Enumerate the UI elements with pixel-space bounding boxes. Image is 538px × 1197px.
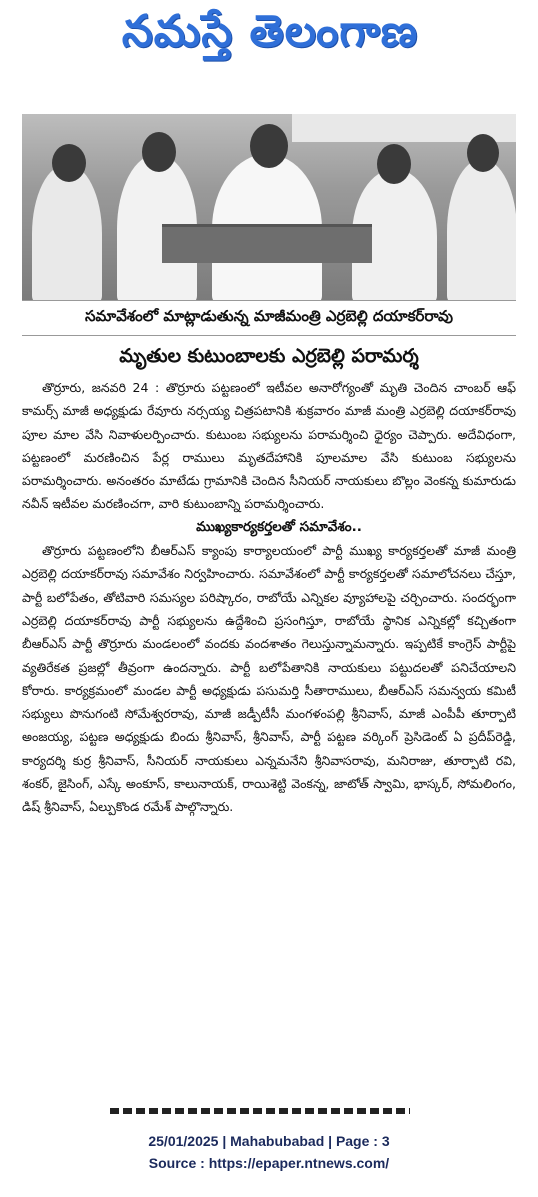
page-footer [0, 1130, 538, 1174]
photo-person-head [377, 144, 411, 184]
photo-person [32, 164, 102, 300]
article-headline: మృతుల కుటుంబాలకు ఎర్రబెల్లి పరామర్శ [119, 344, 419, 367]
news-photo [22, 114, 516, 300]
photo-table [162, 224, 372, 263]
photo-person-head [52, 144, 86, 182]
article-subheading: ముఖ్యకార్యకర్తలతో సమావేశం.. [196, 518, 362, 535]
photo-person-head [250, 124, 288, 168]
footer-source: Source : https://epaper.ntnews.com/ [148, 1155, 390, 1171]
footer-date-edition: 25/01/2025 | Mahabubabad | Page : 3 [148, 1133, 390, 1149]
article-paragraph: తొర్రూరు పట్టణంలోని బీఆర్‌ఎస్ క్యాంపు కార్యాలయంలో పార్టీ ముఖ్య కార్యకర్తలతో మాజీ మంత్రి ఎర్రబెల్లి దయాకర్‌రావు సమావేశం నిర్వహించారు. సమావేశంలో పార్టీ కార్యకర్తలతో సమాలోచనలు చేస్తూ, పార్టీ బలోపేతం, తోటివారి సమస్యల పరిష్కారం, రాబోయే ఎన్నికల వ్యూహాలపై చర్చించారు. సందర్భంగా ఎర్రబెల్లి దయాకర్‌రావు పార్టీ సభ్యులను ఉద్దేశించి ప్రసంగిస్తూ, రాబోయే స్థానిక ఎన్నికల్లో కచ్చితంగా బీఆర్‌ఎస్ పార్టీ తొర్రూరు మండలంలో వందకు వందశాతం గెలుస్తున్నామన్నారు. ఇప్పటికే కాంగ్రెస్ పార్టీపై వ్యతిరేకత ప్రజల్లో తీవ్రంగా ఉందన్నారు. పార్టీ బలోపేతానికి నాయకులు పట్టుదలతో పనిచేయాలని కోరారు. కార్యక్రమంలో మండల పార్టీ అధ్యక్షుడు పసుమర్తి సీతారాములు, బీఆర్‌ఎస్ సమన్వయ కమిటీ సభ్యులు పొనుగంటి సోమేశ్వరరావు, మాజీ జడ్పీటీసీ మంగళంపల్లి శ్రీనివాస్, మాజీ ఎంపీపీ తూర్పాటి అంజయ్య, పట్టణ అధ్యక్షుడు బిందు శ్రీనివాస్, శ్రీనివాస్, పార్టీ పట్టణ వర్కింగ్ ప్రెసిడెంట్ ఏ ప్రదీప్‌రెడ్డి, కార్యదర్శి కుర్ర శ్రీనివాస్, సీనియర్ నాయకులు ఎన్నమనేని శ్రీనివాసరావు, మనిరాజు, తూర్పాటి రవి, శంకర్, జైసింగ్, ఎస్కే అంకూస్, కాలునాయక్, రాయిశెట్టి వెంకన్న, జాటోత్ స్వామి, భాస్కర్, సోమలింగం, డిష్ శ్రీనివాస్, ఏల్పుకొండ రమేశ్ పాల్గొన్నారు. [22, 543, 516, 815]
article-body [22, 376, 516, 819]
masthead-logo: నమస్తే తెలంగాణ [121, 6, 419, 57]
continued-text-cutoff [110, 1108, 410, 1114]
article-paragraph: తొర్రూరు, జనవరి 24 : తొర్రూరు పట్టణంలో ఇటీవల అనారోగ్యంతో మృతి చెందిన చాంబర్ ఆఫ్ కామర్స్ మాజీ అధ్యక్షుడు రేవూరు నర్సయ్య చిత్రపటానికి శుక్రవారం మాజీ మంత్రి ఎర్రబెల్లి దయాకర్‌రావు పూల మాల వేసి నివాళులర్పించారు. కుటుంబ సభ్యులను పరామర్శించి ధైర్యం చెప్పారు. అదేవిధంగా, పట్టణంలో మరణించిన పేర్ల రాములు మృతదేహానికి పూలమాల వేసి కుటుంబ సభ్యులను పరామర్శించారు. అనంతరం మాటేడు గ్రామానికి చెందిన సీనియర్ నాయకులు బొల్లం వెంకన్న కుమారుడు నవీన్ ఇటీవల మరణించగా, వారి కుటుంబాన్ని పరామర్శించారు. [22, 380, 516, 512]
photo-person-head [467, 134, 499, 172]
photo-person-head [142, 132, 176, 172]
photo-caption: సమావేశంలో మాట్లాడుతున్న మాజీమంత్రి ఎర్రబెల్లి దయాకర్‌రావు [22, 300, 516, 336]
photo-person [447, 159, 516, 300]
